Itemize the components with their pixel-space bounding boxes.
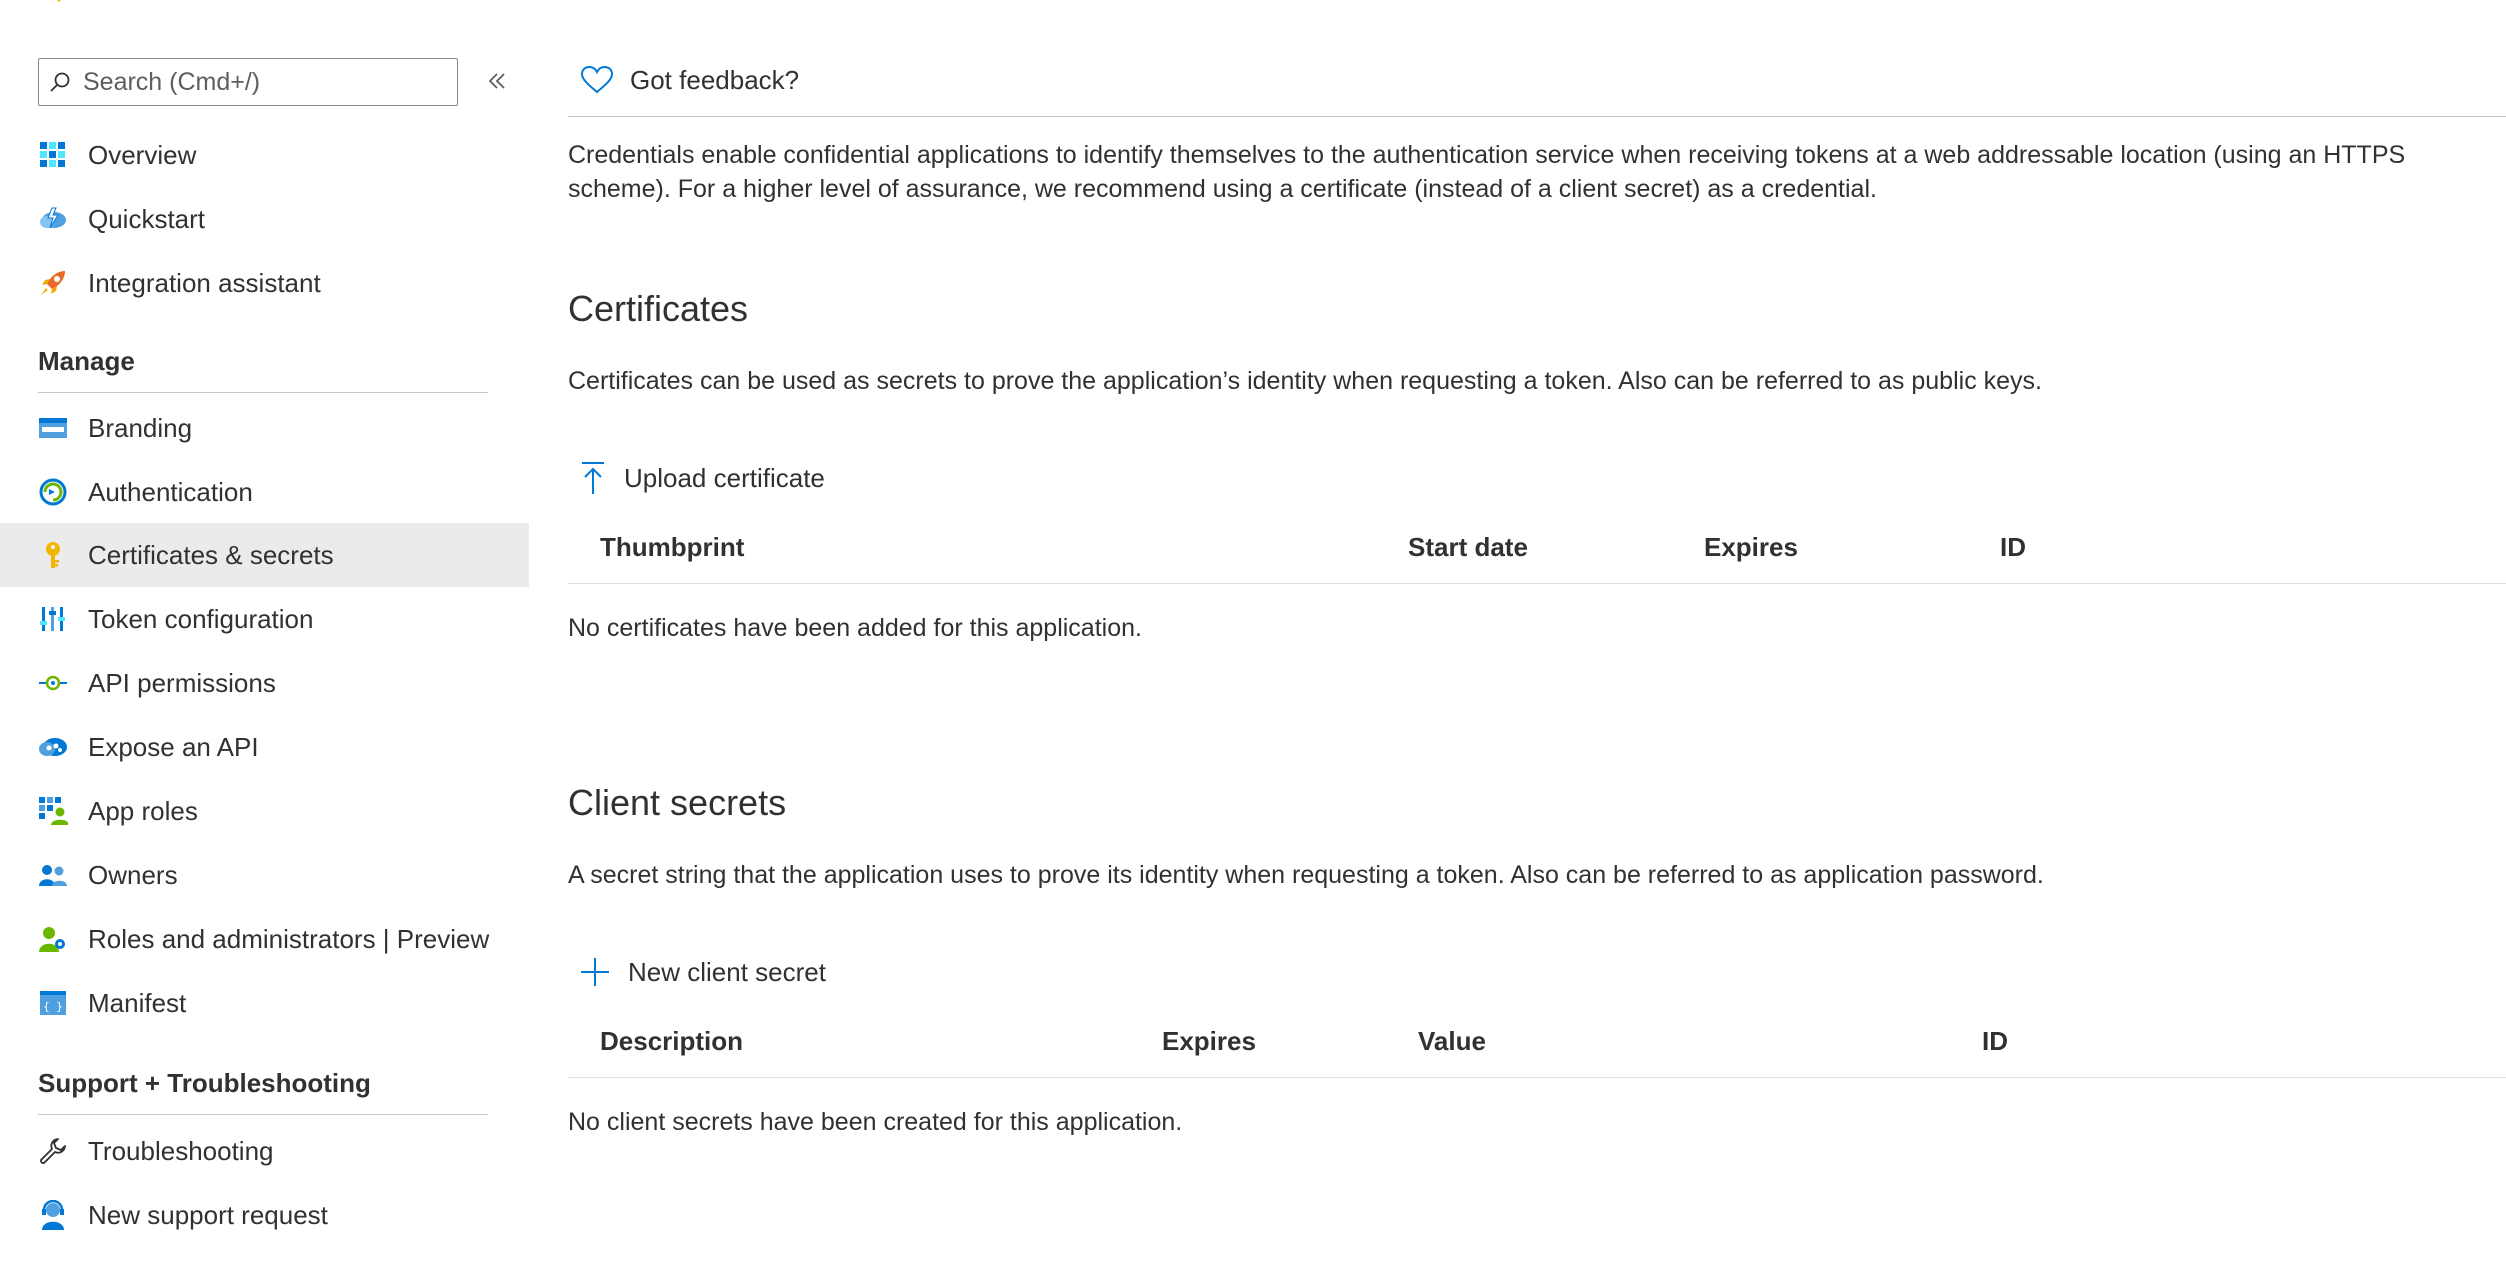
certificates-title: Certificates	[568, 288, 749, 329]
table-header-divider	[568, 583, 2506, 584]
sidebar-item-certificates-secrets[interactable]	[0, 523, 529, 587]
column-header-id[interactable]: ID	[2000, 532, 2026, 562]
column-header-id[interactable]: ID	[1982, 1026, 2008, 1056]
sidebar-item-api-permissions[interactable]	[0, 651, 529, 715]
overview-icon	[38, 140, 68, 170]
sidebar-item-token-configuration[interactable]	[0, 587, 529, 651]
column-header-expires[interactable]: Expires	[1162, 1026, 1256, 1056]
collapse-sidebar-button[interactable]	[482, 66, 512, 96]
rocket-icon	[38, 268, 68, 298]
cloud-lightning-icon	[38, 204, 68, 234]
new-client-secret-button[interactable]	[580, 952, 826, 992]
sidebar-item-label: Integration assistant	[88, 267, 321, 298]
sidebar-item-overview[interactable]	[0, 123, 529, 187]
plus-icon	[580, 957, 610, 987]
sidebar-item-manifest[interactable]	[0, 971, 529, 1035]
feedback-label: Got feedback?	[630, 64, 800, 95]
sidebar-item-new-support-request[interactable]	[0, 1183, 529, 1247]
sidebar-item-integration-assistant[interactable]	[0, 251, 529, 315]
section-divider	[38, 392, 488, 393]
client-secrets-title: Client secrets	[568, 782, 787, 823]
sidebar-item-quickstart[interactable]	[0, 187, 529, 251]
sidebar-item-label: Troubleshooting	[88, 1135, 274, 1166]
sidebar-item-authentication[interactable]	[0, 460, 529, 524]
intro-text: Credentials enable confidential applications to identify themselves to the authentication service when receiving tokens at a web addressable location (using an HTTPS scheme). For a higher level of assurance, we recommend using a certificate (instead of a client secret) as a credential.	[568, 141, 2406, 203]
key-icon	[48, 0, 70, 6]
column-header-value[interactable]: Value	[1418, 1026, 1486, 1056]
new-client-secret-label: New client secret	[628, 956, 826, 987]
authentication-icon	[38, 477, 68, 507]
upload-certificate-button[interactable]	[580, 458, 825, 498]
manifest-icon	[38, 988, 68, 1018]
client-secrets-empty-message: No client secrets have been created for this application.	[568, 1108, 1183, 1136]
search-icon	[47, 69, 73, 95]
sidebar-item-owners[interactable]	[0, 843, 529, 907]
svg-text:{ }: { }	[43, 1000, 63, 1013]
wrench-icon	[38, 1136, 68, 1166]
token-configuration-icon	[38, 604, 68, 634]
sidebar-item-label: Token configuration	[88, 603, 314, 634]
column-header-start-date[interactable]: Start date	[1408, 532, 1528, 562]
section-header-support: Support + Troubleshooting	[38, 1068, 371, 1098]
sidebar-item-label: Branding	[88, 412, 193, 443]
sidebar-item-label: Certificates & secrets	[88, 539, 334, 570]
sidebar-item-label: API permissions	[88, 667, 276, 698]
sidebar-item-label: New support request	[88, 1199, 328, 1230]
sidebar-item-label: Quickstart	[88, 203, 206, 234]
column-header-description[interactable]: Description	[600, 1026, 744, 1056]
sidebar-item-label: Owners	[88, 859, 178, 890]
sidebar-item-app-roles[interactable]	[0, 779, 529, 843]
sidebar-item-label: Expose an API	[88, 731, 259, 762]
table-header-divider	[568, 1077, 2506, 1078]
section-divider	[38, 1114, 488, 1115]
toolbar-divider	[568, 116, 2506, 117]
feedback-button[interactable]	[580, 60, 799, 100]
sidebar	[0, 0, 529, 1280]
api-permissions-icon	[38, 668, 68, 698]
roles-administrators-icon	[38, 924, 68, 954]
sidebar-item-label: Manifest	[88, 987, 187, 1018]
branding-icon	[38, 413, 68, 443]
sidebar-item-troubleshooting[interactable]	[0, 1119, 529, 1183]
sidebar-item-label: Overview	[88, 139, 197, 170]
column-header-expires[interactable]: Expires	[1704, 532, 1798, 562]
sidebar-item-roles-administrators[interactable]	[0, 907, 529, 971]
sidebar-item-label: Authentication	[88, 476, 253, 507]
heart-icon	[580, 65, 614, 95]
support-agent-icon	[38, 1200, 68, 1230]
sidebar-item-branding[interactable]	[0, 396, 529, 460]
double-chevron-left-icon	[486, 70, 508, 92]
search-box[interactable]	[38, 58, 458, 106]
sidebar-item-label: Roles and administrators | Preview	[88, 923, 490, 954]
upload-icon	[580, 461, 606, 495]
upload-certificate-label: Upload certificate	[624, 462, 825, 493]
app-roles-icon	[38, 796, 68, 826]
key-icon	[38, 540, 68, 570]
client-secrets-description: A secret string that the application uses to prove its identity when requesting a token. Also can be referred to as application password.	[568, 861, 2044, 889]
main-content	[568, 0, 2506, 1280]
owners-icon	[38, 860, 68, 890]
certificates-empty-message: No certificates have been added for this application.	[568, 614, 1142, 642]
section-header-manage: Manage	[38, 346, 135, 376]
column-header-thumbprint[interactable]: Thumbprint	[600, 532, 745, 562]
search-input[interactable]	[81, 67, 441, 98]
cloud-api-icon	[38, 732, 68, 762]
sidebar-item-label: App roles	[88, 795, 198, 826]
sidebar-item-expose-an-api[interactable]	[0, 715, 529, 779]
certificates-description: Certificates can be used as secrets to prove the application’s identity when requesting a token. Also can be referred to as public keys.	[568, 367, 2042, 395]
